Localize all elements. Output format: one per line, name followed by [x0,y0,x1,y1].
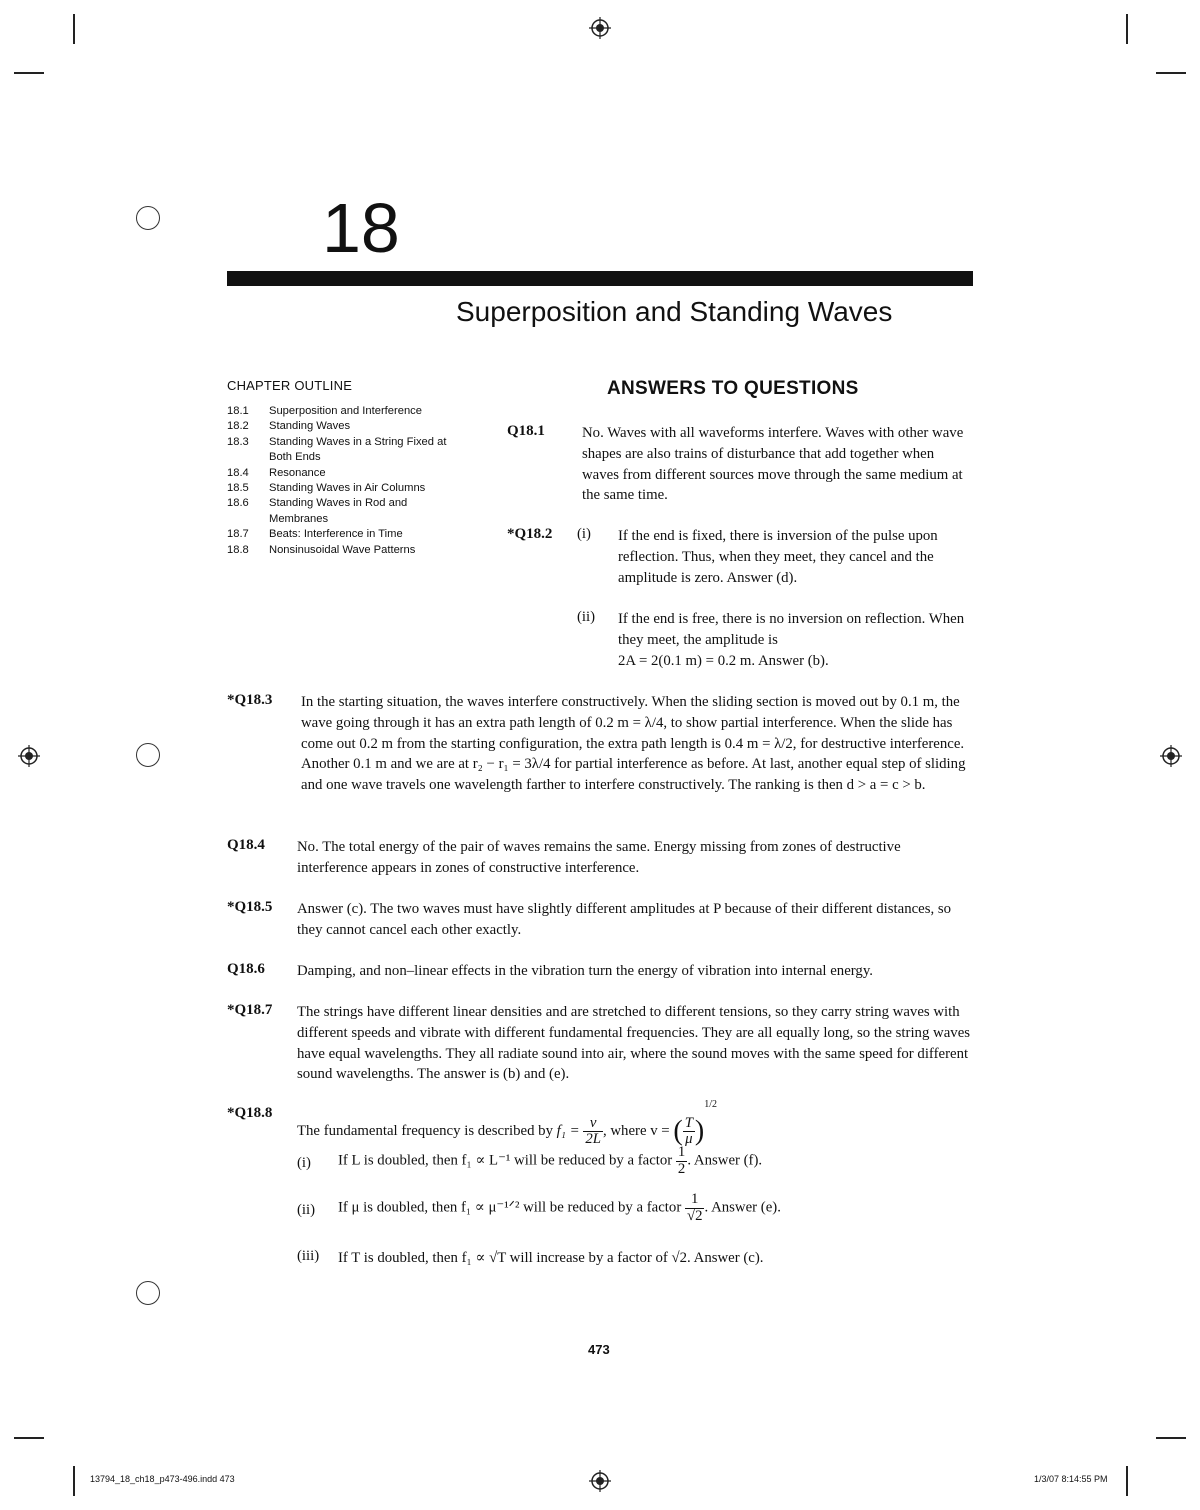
crop-mark [73,1466,75,1496]
answer-text: No. The total energy of the pair of waves remains the same. Energy missing from zones of destructive interference appears in zones of constructive interference. [297,839,901,876]
question-label: *Q18.7 [227,1002,273,1018]
print-timestamp: 1/3/07 8:14:55 PM [1034,1474,1108,1484]
fraction: $\frac{T}{\mu}$ [684,1114,693,1148]
crop-mark [14,1437,44,1439]
crop-mark [1126,14,1128,44]
crop-mark [1156,1437,1186,1439]
registration-mark-icon [18,745,40,767]
sub-label: (iii) [297,1248,320,1264]
question-label: Q18.4 [227,837,265,853]
outline-item: 18.7 Beats: Interference in Time [227,528,403,541]
chapter-number: 18 [322,189,400,267]
binder-hole-icon [136,743,160,767]
page-number: 473 [588,1342,610,1357]
outline-item: 18.4 Resonance [227,466,326,479]
registration-mark-icon [1160,745,1182,767]
outline-heading: CHAPTER OUTLINE [227,378,353,393]
registration-mark-icon [589,1470,611,1492]
print-slug: 13794_18_ch18_p473-496.indd 473 [90,1474,235,1484]
binder-hole-icon [136,1281,160,1305]
question-label: *Q18.5 [227,899,273,915]
equation: 2A = 2(0.1 m) = 0.2 m. Answer (b). [618,652,829,669]
crop-mark [1126,1466,1128,1496]
question-label: Q18.6 [227,961,265,977]
answer-text: Answer (c). The two waves must have slightly different amplitudes at P because of their different distances, so they cannot cancel each other exactly. [297,901,952,938]
outline-item: 18.3 Standing Waves in a String Fixed at Both Ends [227,435,447,464]
outline-item: 18.1 Superposition and Interference [227,405,422,417]
binder-hole-icon [136,206,160,230]
registration-mark-icon [589,17,611,39]
fraction: $\frac{v}{2L}$ [585,1114,601,1148]
sub-label: (ii) [577,609,596,625]
answer-text: Damping, and non–linear effects in the vibration turn the energy of vibration into internal energy. [297,963,873,979]
crop-mark [14,72,44,74]
question-label: *Q18.8 [227,1105,273,1121]
answer-text: The fundamental frequency is described by f₁ = $\frac{v}{2L}$ , where v = ( $\frac{T}{\mu}$ )$^{1/2}$ [297,1099,718,1148]
answer-text: No. Waves with all waveforms interfere. Waves with other wave shapes are also trains of disturbance that add together when waves from different sources move through the same medium at the same time. [582,425,964,504]
outline-list [227,404,467,558]
question-label: *Q18.2 [507,526,553,542]
outline-item: 18.2 Standing Waves [227,420,351,433]
outline-item: 18.8 Nonsinusoidal Wave Patterns [227,543,416,556]
outline-item: 18.6 Standing Waves in Rod and Membranes [227,497,408,525]
fraction: $\frac{1}{√2}$ [686,1191,703,1224]
sub-label: (i) [577,526,591,542]
chapter-title: Superposition and Standing Waves [456,296,893,327]
answer-text: If μ is doubled, then f₁ ∝ μ⁻¹ᐟ² will be reduced by a factor $\frac{1}{√2}$ . Answer (e). [338,1191,781,1224]
answers-heading: ANSWERS TO QUESTIONS [607,378,859,399]
answer-text: The strings have different linear densities and are stretched to different tensions, so they carry string waves with different speeds and vibrate with different fundamental frequencies. They are all equally long, so the string waves have equal wavelengths. They all radiate sound into air, where the sound moves with the same speed for different sound wavelengths. The answer is (b) and (e). [297,1004,971,1083]
answer-text: If the end is fixed, there is inversion of the pulse upon reflection. Thus, when they meet, they cancel and the amplitude is zero. Answer (d). [618,528,938,586]
crop-mark [73,14,75,44]
sub-label: (ii) [297,1202,316,1218]
crop-mark [1156,72,1186,74]
answer-text: If the end is free, there is no inversion on reflection. When they meet, the amplitude is 2A = 2(0.1 m) = 0.2 m. Answer (b). [618,611,965,669]
fraction: $\frac{1}{2}$ [677,1144,686,1177]
title-rule [227,271,973,286]
answer-text: If L is doubled, then f₁ ∝ L⁻¹ will be reduced by a factor $\frac{1}{2}$ . Answer (f). [338,1144,763,1177]
sub-label: (i) [297,1155,311,1171]
question-label: Q18.1 [507,423,545,439]
outline-item: 18.5 Standing Waves in Air Columns [227,482,426,495]
question-label: *Q18.3 [227,692,273,708]
answer-text: If T is doubled, then f₁ ∝ √T will increase by a factor of √2. Answer (c). [338,1250,764,1266]
answer-text: In the starting situation, the waves interfere constructively. When the sliding section is moved out by 0.1 m, the wave going through it has an extra path length of 0.2 m = λ/4, to show partial interference. When the slide has come out 0.2 m from the starting configuration, the extra path length is 0.4 m = λ/2, for destructive interference. Another 0.1 m and we are at r₂ − r₁ = 3λ/4 for partial interference as before. At last, another equal step of sliding and one wave travels one wavelength farther to interfere constructively. The ranking is then d > a = c > b. [301,694,966,794]
